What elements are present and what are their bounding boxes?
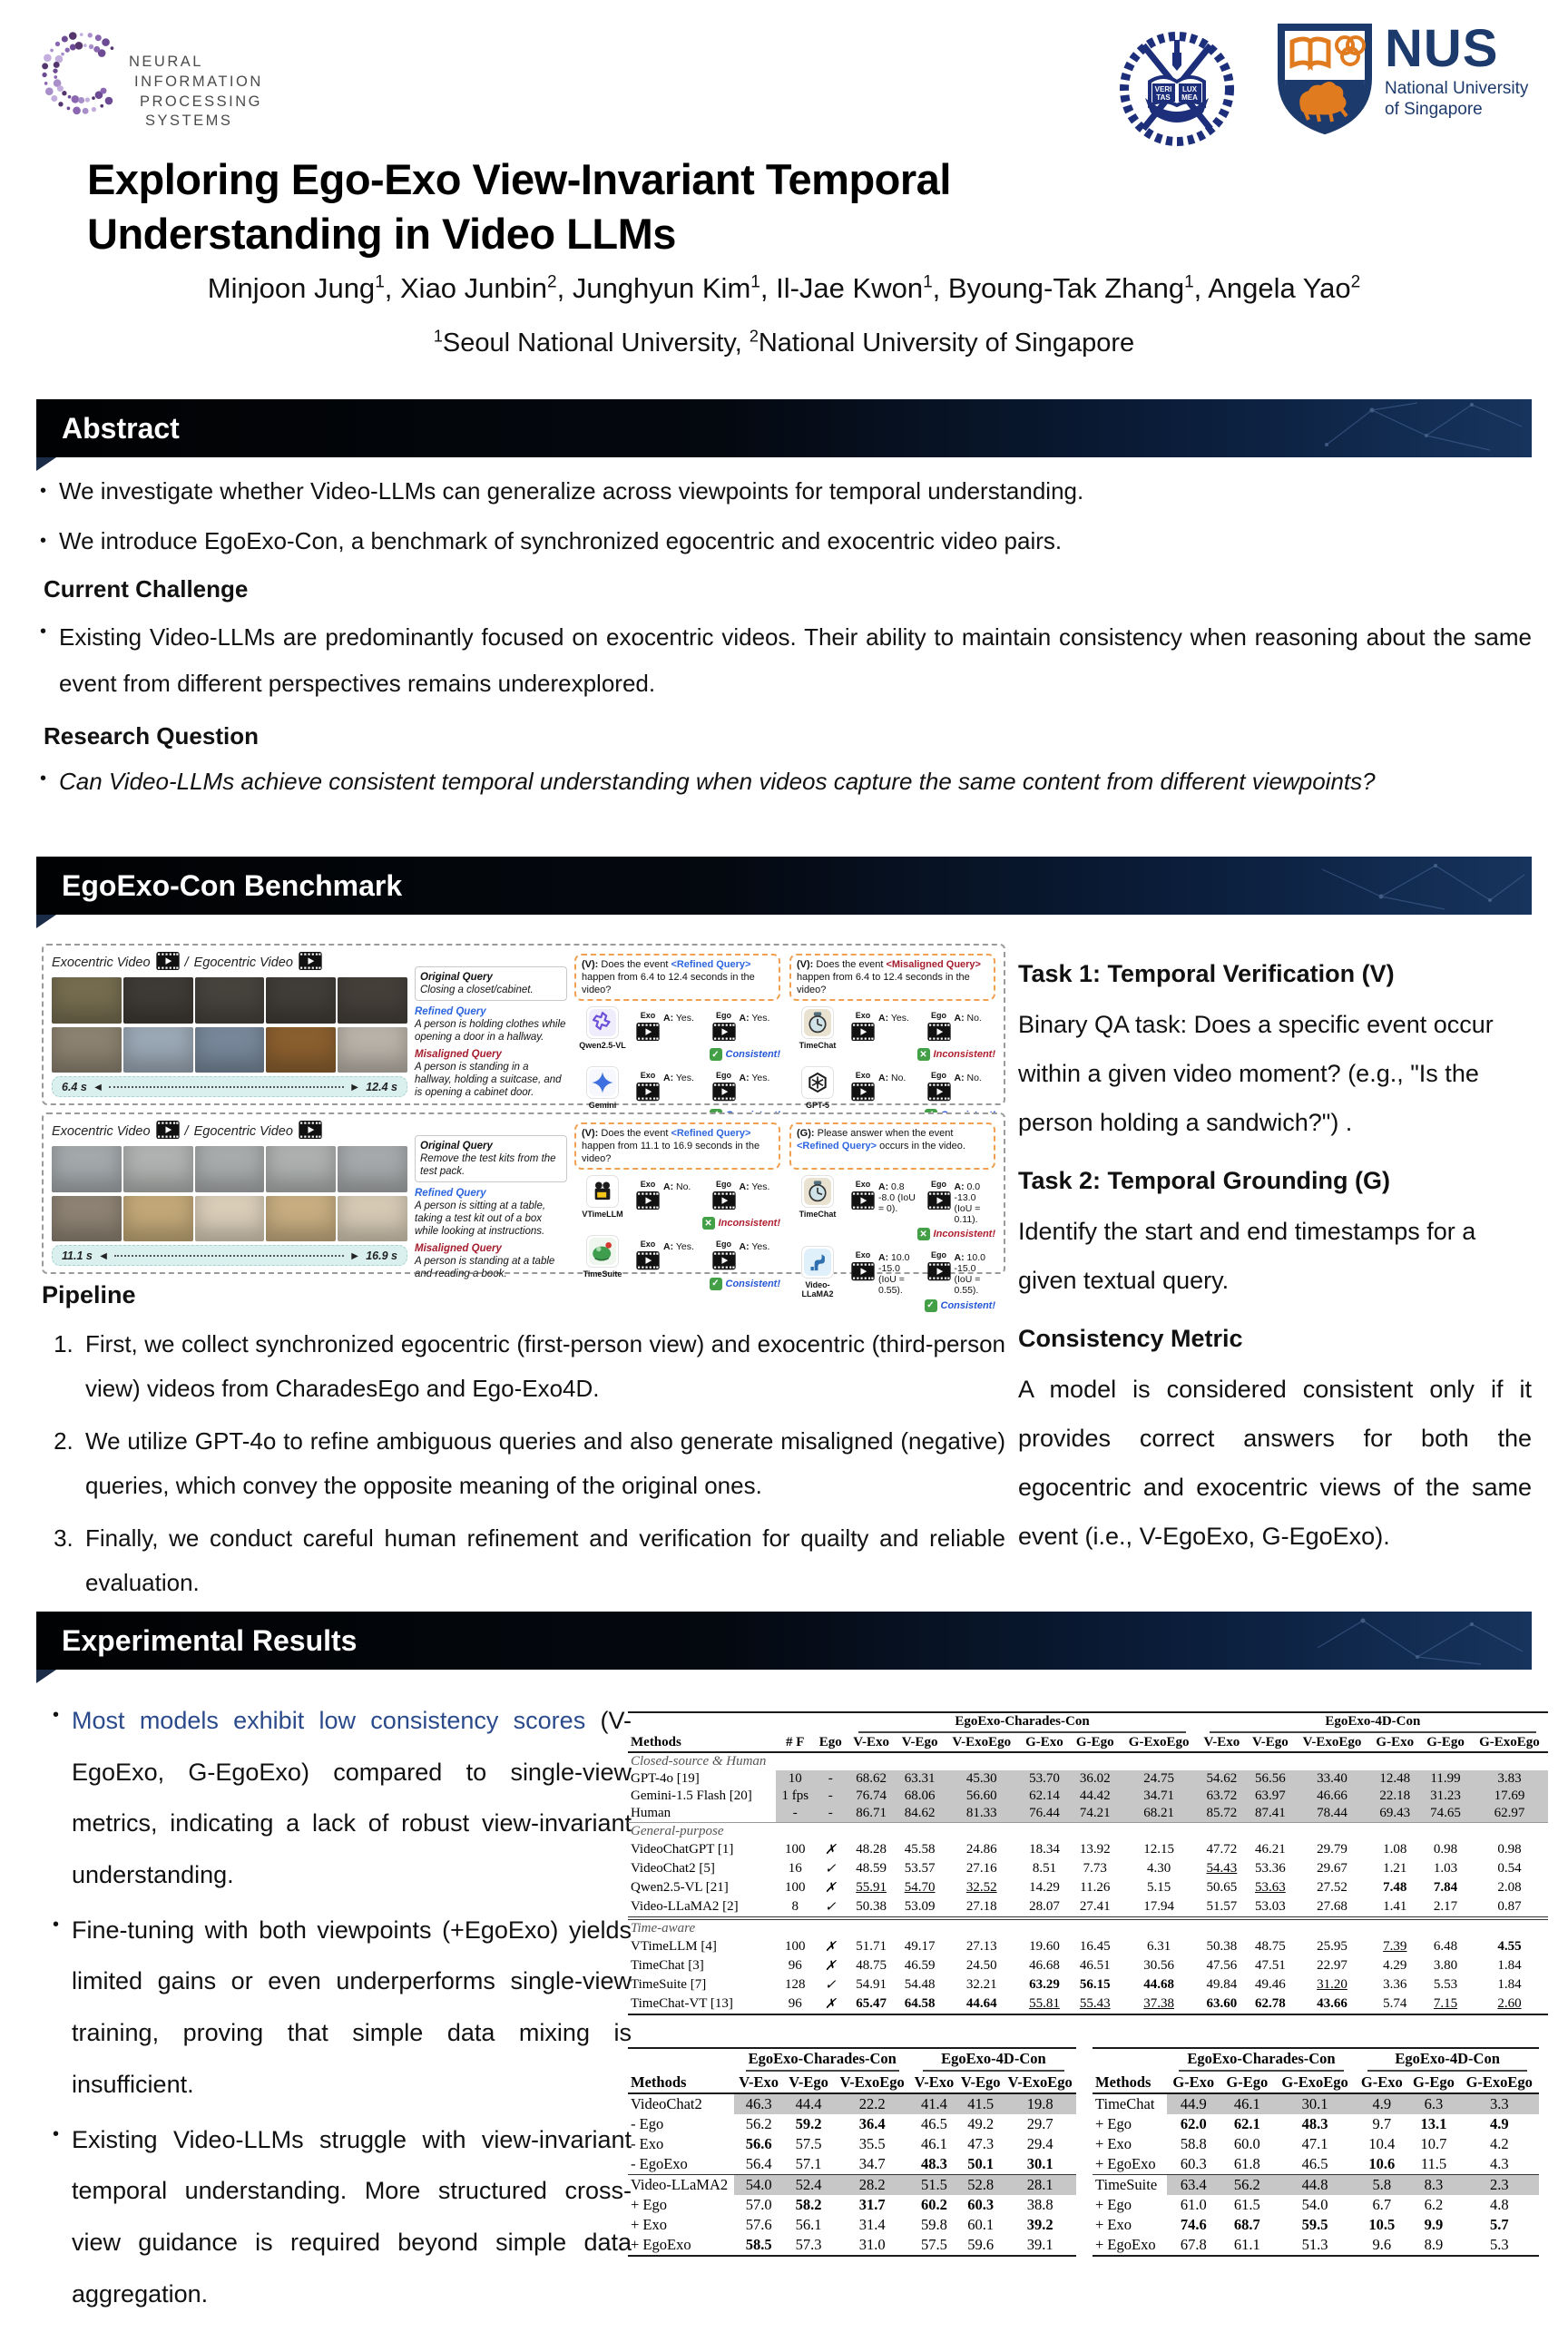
bullet-icon: •: [40, 622, 47, 642]
verdict-label: Inconsistent!: [933, 1229, 995, 1240]
ego-film-icon: Ego: [927, 1175, 951, 1214]
ego-answer: [712, 1235, 781, 1274]
video-frame: [52, 1196, 122, 1241]
video-frame: [123, 977, 193, 1023]
timeline-start: 11.1 s: [62, 1249, 93, 1262]
model-name: VTimeLLM: [582, 1210, 623, 1219]
video-frame: [52, 1027, 122, 1073]
table-row: + Exo 74.6 68.7 59.5 10.5 9.9 5.7: [1095, 2216, 1509, 2233]
qa-panel: [789, 954, 995, 1111]
timechat-logo-icon: [801, 1006, 834, 1039]
table-row: TimeChat [3] 96 ✗ 48.75 46.59 24.50 46.68 46.51 30.56 47.56 47.51 22.97 4.29 3.80 1.84: [631, 1958, 1522, 1974]
cross-icon: ✕: [917, 1228, 930, 1240]
video-frame: [123, 1146, 193, 1191]
answers-group: [851, 1006, 995, 1061]
task1-body: Binary QA task: Does a specific event occur within a given video moment? (e.g., "Is the person holding a sandwich?") .: [1018, 1011, 1494, 1136]
bullet-text: Existing Video-LLMs struggle with view-invariant temporal understanding. More structured cross-view guidance is required beyond simple data aggregation.: [72, 2125, 632, 2308]
table-row: Video-LLaMA2 54.0 52.4 28.2 51.5 52.8 28.1: [628, 2175, 1076, 2196]
misaligned-query-box: [415, 1048, 567, 1099]
check-icon: ✓: [710, 1278, 722, 1290]
exo-answer-text: A: Yes.: [663, 1241, 694, 1253]
table-row: + EgoExo 58.5 57.3 31.0 57.5 59.6 39.1: [628, 2235, 1076, 2256]
timechat-logo-icon: [801, 1175, 834, 1208]
ego-answer-text: A: 10.0 -15.0 (IoU = 0.55).: [954, 1252, 985, 1297]
question-box: (G): Please answer when the event <Refined Query> occurs in the video.: [789, 1122, 995, 1170]
exo-answer-text: A: Yes.: [663, 1073, 694, 1084]
video-frame: [338, 1146, 407, 1191]
research-question-bullet: • Can Video-LLMs achieve consistent temporal understanding when videos capture the same content from different viewpoints?: [40, 761, 1532, 801]
bullet-icon: •: [53, 1705, 60, 1725]
arrow-right-icon: ►: [348, 1249, 361, 1262]
author-name: Angela Yao$^2$: [1208, 272, 1361, 304]
ego-answer: [927, 1066, 996, 1105]
ego-video-label: Egocentric Video: [193, 956, 293, 971]
exo-film-icon: Exo: [636, 1006, 660, 1045]
author-name: Xiao Junbin$^2$,: [400, 272, 573, 304]
table-row: Human - - 86.71 84.62 81.33 76.44 74.21 68.21 85.72 87.41 78.44 69.43 74.65 62.97: [628, 1805, 1548, 1823]
nus-logo: [1278, 19, 1529, 134]
verdict-consistent: [636, 1048, 780, 1061]
exo-answer: [636, 1066, 705, 1105]
ego-video-label: Egocentric Video: [193, 1124, 293, 1140]
table-row: VideoChat2 [5] 16 ✓ 48.59 53.57 27.16 8.51 7.73 4.30 54.43 53.36 29.67 1.21 1.03 0.54: [631, 1861, 1522, 1877]
video-frame: [52, 1146, 122, 1191]
ego-answer-text: A: Yes.: [739, 1013, 770, 1024]
misaligned-query-box: [415, 1242, 567, 1280]
video-frame: [195, 1146, 265, 1191]
video-frame: [266, 1196, 336, 1241]
model-name: TimeChat: [799, 1210, 837, 1219]
queries-column: [415, 1135, 567, 1280]
table-row: + Exo 57.6 56.1 31.4 59.8 60.1 39.2: [631, 2216, 1054, 2233]
results-bullet: [53, 2114, 632, 2320]
table-row: + EgoExo 60.3 61.8 46.5 10.6 11.5 4.3: [1095, 2155, 1509, 2172]
results-bullet: [53, 1695, 632, 1901]
table-row: + Ego 57.0 58.2 31.7 60.2 60.3 38.8: [631, 2196, 1054, 2213]
original-query-text: Remove the test kits from the test pack.: [420, 1153, 556, 1178]
exo-answer-text: A: Yes.: [663, 1013, 694, 1024]
original-query-box: [415, 1135, 567, 1182]
ego-answer-text: A: No.: [954, 1013, 982, 1024]
banner-decoration: [1308, 1612, 1526, 1670]
misaligned-query-text: A person is standing in a hallway, holding a suitcase, and is opening a cabinet door.: [415, 1062, 562, 1099]
results-bullet: [53, 1905, 632, 2111]
section-banner-benchmark: [36, 857, 1532, 915]
exo-film-icon: Exo: [636, 1175, 660, 1214]
exo-film-icon: Exo: [851, 1066, 875, 1105]
verdict-inconsistent: [636, 1217, 780, 1230]
nus-logo-text: [1385, 19, 1529, 121]
video-frame: [123, 1027, 193, 1073]
refined-query-box: [415, 1187, 567, 1238]
finetune-g-table: [1093, 2047, 1539, 2257]
svg-text:TAS: TAS: [1156, 93, 1171, 102]
consistency-metric-heading: Consistency Metric: [1018, 1325, 1243, 1352]
video-frame: [266, 1027, 336, 1073]
abstract-heading: Abstract: [62, 411, 180, 445]
ego-answer-text: A: 0.0 -13.0 (IoU = 0.11).: [954, 1181, 981, 1226]
exo-answer-text: A: No.: [663, 1181, 691, 1192]
highlighted-text: Most models exhibit low consistency scores: [72, 1707, 586, 1734]
exo-answer-text: A: 0.8 -8.0 (IoU = 0).: [878, 1181, 916, 1215]
banner-decoration: [1308, 857, 1526, 915]
neurips-swirl-icon: [34, 16, 134, 134]
benchmark-heading: EgoExo-Con Benchmark: [62, 868, 403, 902]
model-name: Qwen2.5-VL: [579, 1041, 626, 1050]
authors-line: [0, 272, 1568, 305]
pipeline-steps: [42, 1322, 1005, 1605]
answers-group: [851, 1175, 995, 1240]
video-frames-column: [52, 1121, 407, 1266]
table-row: VideoChat2 46.3 44.4 22.2 41.4 41.5 19.8: [628, 2093, 1076, 2114]
ego-film-icon: Ego: [927, 1066, 951, 1105]
nus-shield-icon: [1278, 24, 1372, 134]
task2-body: Identify the start and end timestamps for a given textual query.: [1018, 1218, 1476, 1294]
video-frames-column: [52, 952, 407, 1097]
bullet-text: Fine-tuning with both viewpoints (+EgoExo) yields limited gains or even underperforms single-view training, proving that simple data mixing is insufficient.: [72, 1916, 632, 2098]
ego-answer-text: A: Yes.: [739, 1073, 770, 1084]
verdict-label: Consistent!: [725, 1049, 780, 1061]
consistency-metric-body: A model is considered consistent only if it provides correct answers for both the egocentric and exocentric views of the same event (i.e., V-EgoExo, G-EgoExo).: [1018, 1376, 1532, 1550]
exo-video-strip: [52, 977, 407, 1023]
model-response-row: [574, 1175, 780, 1230]
model-identity: [574, 1175, 631, 1219]
original-query-text: Closing a closet/cabinet.: [420, 985, 534, 996]
video-frame: [338, 1196, 407, 1241]
film-icon: [299, 952, 322, 974]
finetune-v-table: [628, 2047, 1076, 2257]
timeline-dotted-line: [109, 1086, 344, 1088]
verdict-label: Consistent!: [940, 1299, 995, 1311]
ego-film-icon: Ego: [927, 1246, 951, 1285]
section-banner-abstract: [36, 399, 1532, 457]
ego-answer: [712, 1006, 781, 1045]
exo-video-label: Exocentric Video: [52, 1124, 151, 1140]
model-panels: [574, 1122, 995, 1311]
model-identity: [789, 1175, 846, 1219]
exo-video-label: Exocentric Video: [52, 956, 151, 971]
exo-video-strip: [52, 1146, 407, 1191]
table-row: VideoChatGPT [1] 100 ✗ 48.28 45.58 24.86 18.34 13.92 12.15 47.72 46.21 29.79 1.08 0.98 0.98: [631, 1842, 1522, 1857]
timeline-end: 12.4 s: [366, 1080, 397, 1093]
abstract-bullet-1: • We investigate whether Video-LLMs can generalize across viewpoints for temporal understanding.: [40, 474, 1532, 509]
exo-answer-text: A: No.: [878, 1073, 906, 1084]
research-question-heading: Research Question: [44, 722, 259, 750]
challenge-bullet: • Existing Video-LLMs are predominantly focused on exocentric videos. Their ability to maintain consistency when reasoning about the same event from different perspectives remains underexplored.: [40, 614, 1532, 706]
qa-panel: [789, 1122, 995, 1311]
tasks-column: [1018, 949, 1532, 1570]
film-icon: [156, 1121, 180, 1142]
gemini-logo-icon: [586, 1066, 619, 1099]
answers-group: [636, 1175, 780, 1230]
nus-name-line2: of Singapore: [1385, 99, 1483, 119]
model-identity: [574, 1235, 631, 1279]
table-row: - Exo 56.6 57.5 35.5 46.1 47.3 29.4: [631, 2135, 1054, 2152]
table-row: TimeSuite [7] 128 ✓ 54.91 54.48 32.21 63.29 56.15 44.68 49.84 49.46 31.20 3.36 5.53 1.84: [631, 1977, 1522, 1993]
bullet-icon: •: [53, 1914, 60, 1935]
timeline-bar: [52, 1245, 407, 1266]
model-response-row: [789, 1006, 995, 1061]
ego-film-icon: Ego: [712, 1006, 736, 1045]
table-row: TimeSuite 63.4 56.2 44.8 5.8 8.3 2.3: [1093, 2175, 1539, 2196]
refined-query-label: Refined Query: [415, 1006, 486, 1018]
misaligned-query-text: A person is standing at a table and reading a book.: [415, 1256, 555, 1280]
ego-answer: [927, 1175, 996, 1225]
nus-abbr: NUS: [1385, 19, 1499, 78]
arrow-right-icon: ►: [348, 1080, 361, 1093]
benchmark-example-block: [42, 944, 1005, 1111]
exo-answer: [851, 1006, 920, 1045]
check-icon: ✓: [925, 1299, 937, 1312]
data-table: Methods EgoExo-Charades-Con EgoExo-4D-Con V-Exo V-Ego V-ExoEgo V-Exo V-Ego V-ExoEgo VideoChat2 46.3 44.4 22.2 41.4 41.5 19.8 - Ego 56.2 59.2 36.4 46.5 49.2 29.7 - Exo 56.6 57.5 35.5 46.1 47.3 29.4 - EgoExo 56.4 57.1 34.7 48.3 50.1 30.1 Video-LLaMA2 54.0 52.4 28.2 51.5 52.8 28.1 + Ego 57.0 58.2 31.7 60.2 60.3 38.8 + Exo 57.6 56.1 31.4 59.8 60.1 39.2 + EgoExo 58.5 57.3 31.0 57.5 59.6 39.1: [628, 2047, 1076, 2257]
question-box: (V): Does the event <Misaligned Query> happen from 6.4 to 12.4 seconds in the video?: [789, 954, 995, 1001]
model-name: TimeChat: [799, 1041, 837, 1050]
table-row: - Ego 56.2 59.2 36.4 46.5 49.2 29.7: [631, 2115, 1054, 2132]
snu-crest-icon: [1109, 18, 1245, 159]
table-row: Video-LLaMA2 [2] 8 ✓ 50.38 53.09 27.18 28.07 27.41 17.94 51.57 53.03 27.68 1.41 2.17 0.87: [631, 1899, 1522, 1915]
timeline-start: 6.4 s: [62, 1080, 87, 1093]
ego-film-icon: Ego: [712, 1066, 736, 1105]
table-row: + Exo 58.8 60.0 47.1 10.4 10.7 4.2: [1095, 2135, 1509, 2152]
neurips-logo-text: NEURAL INFORMATION PROCESSING SYSTEMS: [129, 54, 263, 130]
exo-answer: [851, 1175, 920, 1225]
film-icon: [156, 952, 180, 974]
model-identity: [789, 1066, 846, 1110]
svg-text:LUX: LUX: [1182, 85, 1197, 93]
video-frame: [266, 1146, 336, 1191]
refined-query-text: A person is sitting at a table, taking a test kit out of a box while looking at instructions.: [415, 1200, 546, 1238]
videollama2-logo-icon: [801, 1246, 834, 1279]
queries-column: [415, 966, 567, 1097]
abstract-bullet-2: • We introduce EgoExo-Con, a benchmark of synchronized egocentric and exocentric video pairs.: [40, 524, 1532, 559]
question-box: (V): Does the event <Refined Query> happen from 6.4 to 12.4 seconds in the video?: [574, 954, 780, 1001]
exo-film-icon: Exo: [851, 1246, 875, 1285]
video-frame: [266, 977, 336, 1023]
video-frame: [195, 977, 265, 1023]
author-name: Junghyun Kim$^1$,: [572, 272, 777, 304]
original-query-label: Original Query: [420, 1141, 493, 1152]
main-results-table: [628, 1711, 1548, 2015]
author-name: Byoung-Tak Zhang$^1$,: [947, 272, 1209, 304]
affiliations-line: [0, 327, 1568, 358]
arrow-left-icon: ◄: [97, 1249, 110, 1262]
model-name: Gemini: [588, 1101, 617, 1111]
pipeline-heading: Pipeline: [42, 1281, 136, 1308]
verdict-inconsistent: [851, 1048, 995, 1061]
data-table: Methods # F Ego EgoExo-Charades-Con EgoExo-4D-Con V-Exo V-Ego V-ExoEgo G-Exo G-Ego G-ExoEgo V-Exo V-Ego V-ExoEgo G-Exo G-Ego G-ExoEgo Closed-source & Human GPT-4o [19] 10 - 68.62 63.31 45.30 53.70 36.02 24.75 54.62 56.56 33.40 12.48 11.99 3.83 Gemini-1.5 Flash [20] 1 fps - 76.74 68.06 56.60 62.14 44.42 34.71 63.72 63.97 46.66 22.18 31.23 17.69 Human - - 86.71 84.62 81.33 76.44 74.21 68.21 85.72 87.41 78.44 69.43 74.65 62.97 General-purpose VideoChatGPT [1] 100 ✗ 48.28 45.58 24.86 18.34 13.92 12.15 47.72 46.21 29.79 1.08 0.98 0.98 VideoChat2 [5] 16 ✓ 48.59 53.57 27.16 8.51 7.73 4.30 54.43 53.36 29.67 1.21 1.03 0.54 Qwen2.5-VL [21] 100 ✗ 55.91 54.70 32.52 14.29 11.26 5.15 50.65 53.63 27.52 7.48 7.84 2.08 Video-LLaMA2 [2] 8 ✓ 50.38 53.09 27.18 28.07 27.41 17.94 51.57 53.03 27.68 1.41 2.17 0.87 Time-aware VTimeLLM [4] 100 ✗ 51.71 49.17 27.13 19.60 16.45 6.31 50.38 48.75 25.95 7.39 6.48 4.55 TimeChat [3] 96 ✗ 48.75 46.59 24.50 46.68 46.51 30.56 47.56 47.51 22.97 4.29 3.80 1.84 TimeSuite [7] 128 ✓ 54.91 54.48 32.21 63.29 56.15 44.68 49.84 49.46 31.20 3.36 5.53 1.84 TimeChat-VT [13] 96 ✗ 65.47 64.58 44.64 55.81 55.43 37.38 63.60 62.78 43.66 5.74 7.15 2.60: [628, 1711, 1548, 2015]
bullet-icon: •: [53, 2123, 60, 2144]
task1-heading: Task 1: Temporal Verification (V): [1018, 960, 1395, 987]
abstract-section: [40, 474, 1532, 817]
table-row: + Ego 62.0 62.1 48.3 9.7 13.1 4.9: [1095, 2115, 1509, 2132]
check-icon: ✓: [710, 1048, 722, 1061]
exo-film-icon: Exo: [636, 1066, 660, 1105]
timeline-dotted-line: [114, 1255, 344, 1257]
bullet-icon: •: [40, 769, 47, 789]
video-frame: [195, 1027, 265, 1073]
exo-answer: [851, 1066, 920, 1105]
exo-film-icon: Exo: [851, 1006, 875, 1045]
film-icon: [299, 1121, 322, 1142]
ego-answer: [712, 1066, 781, 1105]
table-row: - EgoExo 56.4 57.1 34.7 48.3 50.1 30.1: [631, 2155, 1054, 2172]
gpt-logo-icon: [801, 1066, 834, 1099]
ego-answer: [712, 1175, 781, 1214]
table-row: VTimeLLM [4] 100 ✗ 51.71 49.17 27.13 19.60 16.45 6.31 50.38 48.75 25.95 7.39 6.48 4.55: [631, 1939, 1522, 1955]
task2-heading: Task 2: Temporal Grounding (G): [1018, 1167, 1391, 1194]
bullet-text: (V-EgoExo, G-EgoExo) compared to single-view metrics, indicating a lack of robust view-invariant understanding.: [72, 1707, 632, 1889]
video-frame: [123, 1196, 193, 1241]
verdict-label: Inconsistent!: [718, 1218, 780, 1230]
verdict-label: Consistent!: [725, 1278, 780, 1289]
exo-answer: [636, 1235, 705, 1274]
video-frame: [338, 1027, 407, 1073]
data-table: Methods EgoExo-Charades-Con EgoExo-4D-Con G-Exo G-Ego G-ExoEgo G-Exo G-Ego G-ExoEgo TimeChat 44.9 46.1 30.1 4.9 6.3 3.3 + Ego 62.0 62.1 48.3 9.7 13.1 4.9 + Exo 58.8 60.0 47.1 10.4 10.7 4.2 + EgoExo 60.3 61.8 46.5 10.6 11.5 4.3 TimeSuite 63.4 56.2 44.8 5.8 8.3 2.3 + Ego 61.0 61.5 54.0 6.7 6.2 4.8 + Exo 74.6 68.7 59.5 10.5 9.9 5.7 + EgoExo 67.8 61.1 51.3 9.6 8.9 5.3: [1093, 2047, 1539, 2257]
ego-video-strip: [52, 1196, 407, 1241]
exo-answer-text: A: Yes.: [878, 1013, 909, 1024]
exo-answer: [636, 1175, 705, 1214]
table-row: TimeChat 44.9 46.1 30.1 4.9 6.3 3.3: [1093, 2093, 1539, 2114]
video-frame: [52, 977, 122, 1023]
pipeline-step: 1. First, we collect synchronized egocentric (first-person view) and exocentric (third-person view) videos from CharadesEgo and Ego-Exo4D.: [80, 1322, 1005, 1412]
model-identity: [789, 1006, 846, 1050]
nus-name-line1: National University: [1385, 79, 1529, 99]
challenge-heading: Current Challenge: [44, 575, 249, 603]
video-pair-label: Exocentric Video / Egocentric Video: [52, 952, 407, 974]
table-row: Gemini-1.5 Flash [20] 1 fps - 76.74 68.06 56.60 62.14 44.42 34.71 63.72 63.97 46.66 22.18 31.23 17.69: [628, 1788, 1548, 1805]
pipeline-step: 2. We utilize GPT-4o to refine ambiguous queries and also generate misaligned (negative) queries, which convey the opposite meaning of the original ones.: [80, 1419, 1005, 1509]
neurips-logo: [34, 16, 343, 162]
bullet-icon: •: [40, 531, 47, 551]
table-row: + Ego 61.0 61.5 54.0 6.7 6.2 4.8: [1095, 2196, 1509, 2213]
svg-text:MEA: MEA: [1181, 93, 1198, 102]
ego-film-icon: Ego: [927, 1006, 951, 1045]
ego-answer-text: A: Yes.: [739, 1181, 770, 1192]
arrow-left-icon: ◄: [92, 1080, 104, 1093]
model-name: Video-LLaMA2: [801, 1280, 834, 1299]
original-query-label: Original Query: [420, 972, 493, 983]
timeline-end: 16.9 s: [366, 1249, 397, 1262]
exo-answer-text: A: 10.0 -15.0 (IoU = 0.55).: [878, 1252, 910, 1297]
qwen-logo-icon: [586, 1006, 619, 1039]
ego-answer-text: A: No.: [954, 1073, 982, 1084]
section-banner-results: [36, 1612, 1532, 1670]
poster-title: Exploring Ego-Exo View-Invariant Temporal Understanding in Video LLMs: [87, 155, 951, 259]
refined-query-label: Refined Query: [415, 1188, 486, 1200]
exo-answer: [636, 1006, 705, 1045]
ego-film-icon: Ego: [712, 1175, 736, 1214]
verdict-inconsistent: [851, 1228, 995, 1240]
pipeline-step: 3. Finally, we conduct careful human refinement and verification for quailty and reliable evaluation.: [80, 1516, 1005, 1606]
model-name: TimeSuite: [583, 1269, 622, 1279]
answers-group: [636, 1006, 780, 1061]
misaligned-query-label: Misaligned Query: [415, 1243, 502, 1255]
model-name: GPT-5: [805, 1101, 829, 1111]
table-row: TimeChat-VT [13] 96 ✗ 65.47 64.58 44.64 55.81 55.43 37.38 63.60 62.78 43.66 5.74 7.15 2.60: [628, 1994, 1548, 2014]
refined-query-box: [415, 1005, 567, 1044]
results-bullets: [53, 1695, 632, 2323]
svg-text:VERI: VERI: [1154, 85, 1172, 93]
pipeline-section: [42, 1278, 1005, 1612]
exo-film-icon: Exo: [636, 1235, 660, 1274]
video-frame: [195, 1196, 265, 1241]
cross-icon: ✕: [702, 1217, 715, 1230]
banner-decoration: [1308, 399, 1526, 457]
affiliation: $^1$Seoul National University,: [433, 327, 750, 358]
vtimellm-logo-icon: [586, 1175, 619, 1208]
table-row: GPT-4o [19] 10 - 68.62 63.31 45.30 53.70 36.02 24.75 54.62 56.56 33.40 12.48 11.99 3.83: [628, 1770, 1548, 1788]
ego-answer-text: A: Yes.: [739, 1241, 770, 1253]
author-name: Il-Jae Kwon$^1$,: [776, 272, 948, 304]
exo-film-icon: Exo: [851, 1175, 875, 1214]
author-name: Minjoon Jung$^1$,: [207, 272, 400, 304]
original-query-box: [415, 966, 567, 1001]
qa-panel: [574, 954, 780, 1111]
table-row: Qwen2.5-VL [21] 100 ✗ 55.91 54.70 32.52 14.29 11.26 5.15 50.65 53.63 27.52 7.48 7.84 2.08: [631, 1880, 1522, 1896]
model-panels: [574, 954, 995, 1111]
model-response-row: [574, 1006, 780, 1061]
question-box: (V): Does the event <Refined Query> happen from 11.1 to 16.9 seconds in the video?: [574, 1122, 780, 1170]
bullet-icon: •: [40, 481, 47, 501]
refined-query-text: A person is holding clothes while opening a door in a hallway.: [415, 1019, 566, 1044]
table-row: + EgoExo 67.8 61.1 51.3 9.6 8.9 5.3: [1093, 2235, 1539, 2256]
cross-icon: ✕: [917, 1048, 930, 1061]
qa-panel: [574, 1122, 780, 1289]
ego-video-strip: [52, 1027, 407, 1073]
model-response-row: [789, 1175, 995, 1240]
timesuite-logo-icon: [586, 1235, 619, 1268]
model-identity: [574, 1006, 631, 1050]
affiliation: $^2$National University of Singapore: [749, 327, 1135, 358]
ego-answer: [927, 1006, 996, 1045]
misaligned-query-label: Misaligned Query: [415, 1049, 502, 1061]
ego-film-icon: Ego: [712, 1235, 736, 1274]
model-identity: [574, 1066, 631, 1110]
video-pair-label: Exocentric Video / Egocentric Video: [52, 1121, 407, 1142]
verdict-label: Inconsistent!: [933, 1049, 995, 1061]
results-heading: Experimental Results: [62, 1623, 358, 1657]
video-frame: [338, 977, 407, 1023]
timeline-bar: [52, 1076, 407, 1097]
